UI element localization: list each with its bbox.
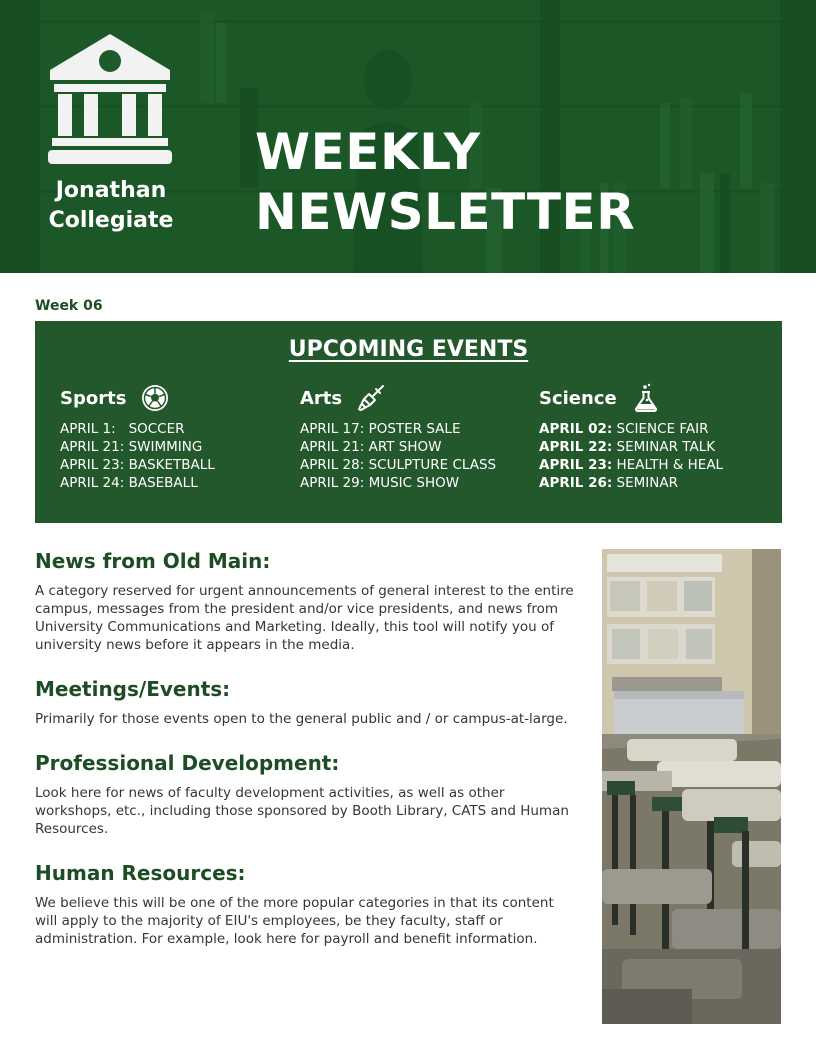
newsletter-title — [255, 122, 635, 242]
article-body: We believe this will be one of the more popular categories in that its content will apply to the majority of EIU's employees, be they faculty, staff or administration. For example, look here for payroll and benefit information. — [35, 895, 554, 947]
event-item — [300, 456, 540, 474]
event-date: APRIL 28: — [300, 457, 365, 473]
event-item — [300, 420, 540, 438]
school-name-line1: Jonathan — [55, 178, 167, 203]
event-date: APRIL 24: — [60, 475, 125, 491]
upcoming-events-title: UPCOMING EVENTS — [288, 337, 529, 362]
event-item — [300, 438, 540, 456]
event-name: SWIMMING — [128, 439, 203, 455]
event-item — [60, 474, 300, 492]
paint-brush-icon — [356, 383, 386, 413]
event-date: APRIL 23: — [60, 457, 125, 473]
events-list — [539, 420, 779, 492]
events-column-arts — [300, 381, 540, 492]
event-item — [539, 456, 779, 474]
event-item — [60, 438, 300, 456]
week-label: Week 06 — [35, 298, 103, 314]
event-item — [539, 420, 779, 438]
title-line2: NEWSLETTER — [255, 183, 636, 241]
event-name: POSTER SALE — [368, 421, 461, 437]
event-date: APRIL 26: — [539, 475, 613, 491]
event-name: SCULPTURE CLASS — [368, 457, 497, 473]
event-date: APRIL 22: — [539, 439, 613, 455]
title-line1: WEEKLY — [255, 123, 481, 181]
column-name: Science — [539, 387, 617, 409]
event-item — [539, 438, 779, 456]
event-date: APRIL 02: — [539, 421, 613, 437]
article-news-from-old-main — [35, 546, 580, 654]
event-item — [60, 420, 300, 438]
event-name: SEMINAR TALK — [616, 439, 716, 455]
article-body: A category reserved for urgent announcements of general interest to the entire campus, messages from the president and/or vice presidents, and news from University Communications and Marketing. Ideally, this tool will notify you of university news before it appears in the media. — [35, 583, 574, 653]
events-list — [300, 420, 540, 492]
article-human-resources — [35, 858, 580, 948]
school-name-line2: Collegiate — [48, 208, 174, 233]
flask-icon — [631, 383, 661, 413]
column-name: Arts — [300, 387, 343, 409]
event-name: BASEBALL — [128, 475, 198, 491]
article-body: Look here for news of faculty development activities, as well as other workshops, etc., including those sponsored by Booth Library, CATS and Human Resources. — [35, 785, 569, 837]
event-date: APRIL 17: — [300, 421, 365, 437]
event-item — [60, 456, 300, 474]
event-item — [539, 474, 779, 492]
article-heading: Human Resources: — [35, 861, 246, 885]
event-date: APRIL 21: — [300, 439, 365, 455]
event-name: BASKETBALL — [128, 457, 215, 473]
header-banner — [0, 0, 816, 273]
event-item — [300, 474, 540, 492]
event-name: ART SHOW — [368, 439, 442, 455]
article-heading: Professional Development: — [35, 751, 340, 775]
event-date: APRIL 21: — [60, 439, 125, 455]
article-body: Primarily for those events open to the general public and / or campus-at-large. — [35, 711, 568, 727]
article-meetings-events — [35, 674, 580, 728]
soccer-ball-icon — [140, 383, 170, 413]
article-heading: Meetings/Events: — [35, 677, 231, 701]
events-column-science — [539, 381, 779, 492]
event-name: SOCCER — [128, 421, 185, 437]
university-building-icon — [46, 34, 174, 166]
events-column-sports — [60, 381, 300, 492]
event-date: APRIL 23: — [539, 457, 613, 473]
article-professional-development — [35, 748, 580, 838]
column-name: Sports — [60, 387, 127, 409]
school-name — [30, 176, 192, 236]
upcoming-events-box — [35, 321, 782, 523]
event-name: HEALTH & HEAL — [616, 457, 724, 473]
event-name: SCIENCE FAIR — [616, 421, 709, 437]
events-list — [60, 420, 300, 492]
event-date: APRIL 1: — [60, 421, 116, 437]
article-heading: News from Old Main: — [35, 549, 271, 573]
event-name: MUSIC SHOW — [368, 475, 460, 491]
event-name: SEMINAR — [616, 475, 678, 491]
articles-section — [35, 546, 580, 968]
event-date: APRIL 29: — [300, 475, 365, 491]
classroom-photo — [602, 549, 781, 1024]
